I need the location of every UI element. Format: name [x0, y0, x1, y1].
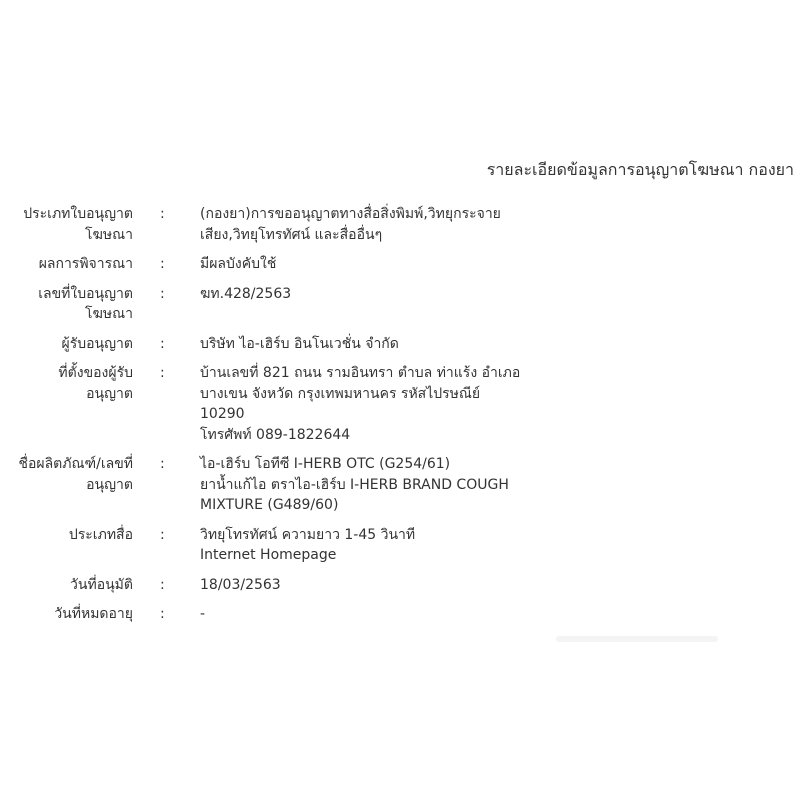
field-value: [200, 284, 540, 325]
value-line: (กองยา)การขออนุญาตทางสื่อสิ่งพิมพ์,วิทยุกระจาย: [200, 206, 501, 222]
value-line: ยาน้ำแก้ไอ ตราไอ-เฮิร์บ I-HERB BRAND COUGH: [200, 476, 509, 493]
field-value: [200, 525, 540, 566]
detail-row-approval-date: [0, 575, 560, 596]
value-line: วิทยุโทรทัศน์ ความยาว 1-45 วินาที: [200, 526, 416, 543]
faint-divider: [556, 636, 718, 642]
field-value: [200, 204, 540, 245]
detail-row-ad-license-type: [0, 204, 560, 245]
field-label: วันที่หมดอายุ: [54, 606, 133, 622]
detail-row-product: [0, 454, 560, 516]
field-label: ผู้รับอนุญาต: [61, 335, 133, 352]
colon-separator: :: [160, 606, 165, 622]
field-value: [200, 334, 540, 355]
value-line: บางเขน จังหวัด กรุงเทพมหานคร รหัสไปรษณีย์: [200, 385, 481, 402]
field-value: [200, 454, 540, 516]
colon-separator: :: [160, 365, 165, 381]
field-value: [200, 604, 540, 625]
value-line: 18/03/2563: [200, 576, 281, 593]
colon-separator: :: [160, 206, 165, 222]
colon-separator: :: [160, 456, 165, 472]
detail-row-licensee-address: [0, 363, 560, 445]
field-label: วันที่อนุมัติ: [70, 576, 133, 593]
value-line: 10290: [200, 406, 245, 422]
colon-separator: :: [160, 526, 165, 543]
value-line: -: [200, 606, 206, 622]
value-line: บริษัท ไอ-เฮิร์บ อินโนเวชั่น จำกัด: [200, 335, 399, 352]
value-line: ไอ-เฮิร์บ โอทีซี I-HERB OTC (G254/61): [200, 456, 451, 472]
detail-table: [0, 204, 560, 634]
colon-separator: :: [160, 335, 165, 352]
value-line: MIXTURE (G489/60): [200, 497, 339, 513]
page-title: รายละเอียดข้อมูลการอนุญาตโฆษณา กองยา: [486, 160, 794, 179]
colon-separator: :: [160, 576, 165, 593]
detail-row-media-type: [0, 525, 560, 566]
value-line: โทรศัพท์ 089-1822644: [200, 426, 351, 443]
field-label: ที่ตั้งของผู้รับ อนุญาต: [58, 365, 133, 402]
detail-row-licensee: [0, 334, 560, 355]
colon-separator: :: [160, 256, 165, 272]
field-value: [200, 254, 540, 275]
value-line: เสียง,วิทยุโทรทัศน์ และสื่ออื่นๆ: [200, 226, 383, 243]
value-line: Internet Homepage: [200, 547, 337, 563]
field-label: ผลการพิจารณา: [38, 256, 133, 272]
colon-separator: :: [160, 285, 165, 302]
field-label: เลขที่ใบอนุญาต โฆษณา: [38, 285, 133, 322]
detail-row-expiry-date: [0, 604, 560, 625]
value-line: มีผลบังคับใช้: [200, 256, 277, 272]
detail-row-license-number: [0, 284, 560, 325]
field-label: ชื่อผลิตภัณฑ์/เลขที่ อนุญาต: [18, 456, 133, 493]
value-line: บ้านเลขที่ 821 ถนน รามอินทรา ตำบล ท่าแร้ง อำเภอ: [200, 365, 521, 381]
field-label: ประเภทใบอนุญาต โฆษณา: [23, 206, 133, 243]
field-value: [200, 363, 540, 445]
detail-row-result: [0, 254, 560, 275]
field-label: ประเภทสื่อ: [68, 526, 133, 543]
field-value: [200, 575, 540, 596]
value-line: ฆท.428/2563: [200, 285, 292, 302]
